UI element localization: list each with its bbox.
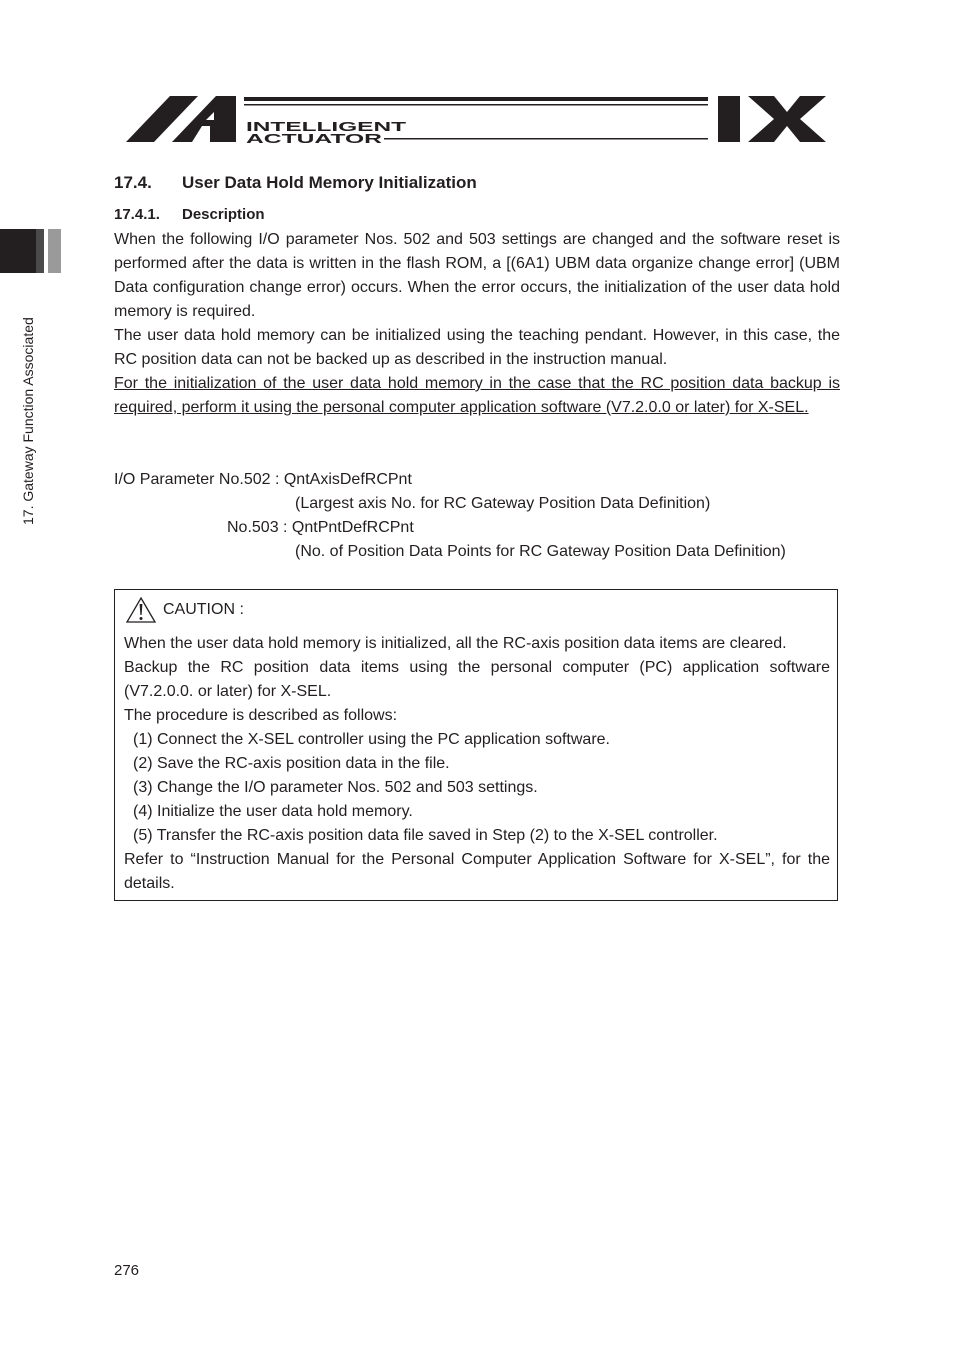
caution-paragraph-3: The procedure is described as follows: — [124, 707, 398, 724]
logo-graphic — [126, 94, 826, 146]
intelligent-actuator-logo — [126, 94, 826, 146]
logo-line1: INTELLIGENT — [246, 119, 407, 134]
caution-step-2: (2) Save the RC-axis position data in the file. — [133, 755, 450, 772]
param-503-line: No.503 : QntPntDefRCPnt — [227, 519, 414, 536]
section-title: User Data Hold Memory Initialization — [182, 173, 477, 192]
warning-triangle-icon — [125, 596, 157, 624]
caution-label: CAUTION : — [163, 601, 244, 618]
section-heading — [114, 173, 477, 193]
caution-step-3: (3) Change the I/O parameter Nos. 502 and 503 settings. — [133, 779, 538, 796]
caution-header — [125, 596, 244, 624]
caution-paragraph-1: When the user data hold memory is initialized, all the RC-axis position data items are cleared. — [124, 635, 787, 652]
param-502-line: I/O Parameter No.502 : QntAxisDefRCPnt — [114, 471, 412, 488]
description-paragraph-3-underlined: For the initialization of the user data hold memory in the case that the RC position data backup is required, perform it using the personal computer application software (V7.2.0.0 or later) for X-SEL. — [114, 375, 840, 416]
section-number: 17.4. — [114, 173, 152, 192]
description-paragraph-2: The user data hold memory can be initialized using the teaching pendant. However, in this case, the RC position data can not be backed up as described in the instruction manual. — [114, 327, 840, 368]
subsection-title: Description — [182, 206, 265, 223]
chapter-tab-graphic — [0, 229, 61, 273]
caution-step-1: (1) Connect the X-SEL controller using the PC application software. — [133, 731, 610, 748]
subsection-number: 17.4.1. — [114, 206, 160, 223]
page-number: 276 — [114, 1262, 140, 1279]
caution-step-4: (4) Initialize the user data hold memory. — [133, 803, 413, 820]
io-parameter-list — [114, 468, 840, 564]
chapter-tab-marker — [0, 229, 61, 273]
logo-line2: ACTUATOR — [246, 131, 384, 146]
param-502-description: (Largest axis No. for RC Gateway Position Data Definition) — [295, 495, 711, 512]
caution-box — [114, 589, 838, 901]
param-503-description: (No. of Position Data Points for RC Gateway Position Data Definition) — [295, 543, 786, 560]
description-paragraph-1: When the following I/O parameter Nos. 502 and 503 settings are changed and the software reset is performed after the data is written in the flash ROM, a [(6A1) UBM data organize change error] (UBM Data configuration change error) occurs. When the error occurs, the initialization of the user data hold memory is required. — [114, 231, 840, 320]
caution-step-5: (5) Transfer the RC-axis position data file saved in Step (2) to the X-SEL controller. — [133, 827, 718, 844]
caution-paragraph-2: Backup the RC position data items using the personal computer (PC) application software (V7.2.0.0. or later) for X-SEL. — [124, 659, 830, 700]
description-body — [114, 228, 840, 420]
caution-body — [124, 632, 830, 896]
subsection-heading — [114, 206, 265, 223]
chapter-side-label: 17. Gateway Function Associated — [20, 317, 36, 525]
caution-paragraph-4: Refer to “Instruction Manual for the Personal Computer Application Software for X-SEL”, for the details. — [124, 851, 830, 892]
